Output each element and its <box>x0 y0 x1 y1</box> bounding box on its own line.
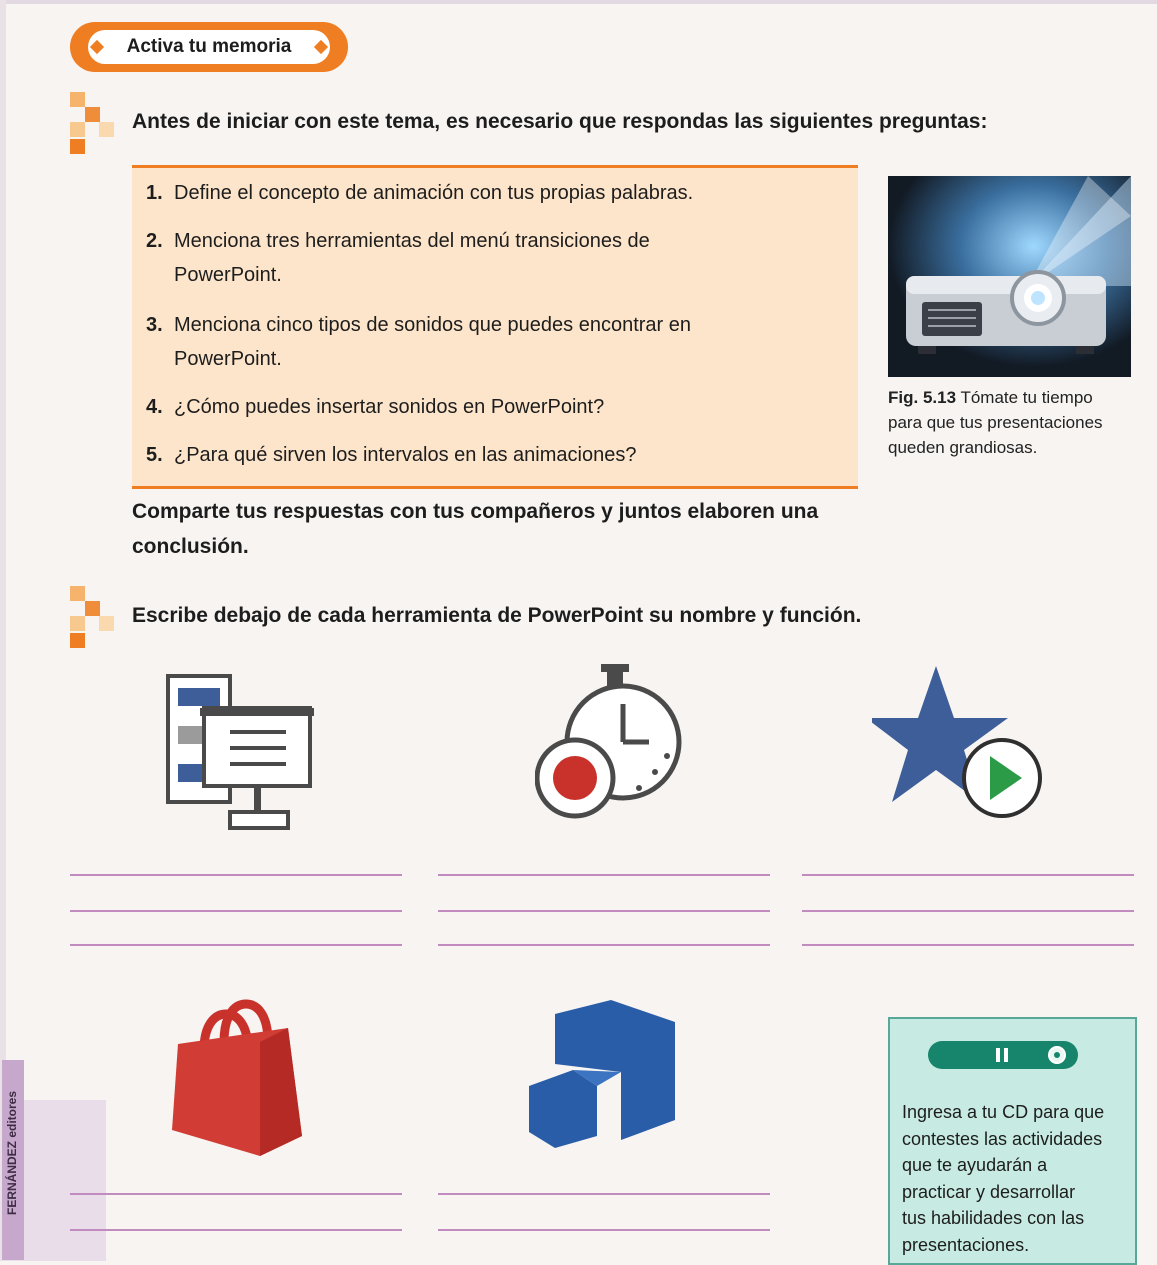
cd-bar <box>928 1041 1078 1069</box>
answer-line[interactable] <box>70 1193 402 1195</box>
question-item: 1. Define el concepto de animación con tus propias palabras. <box>146 182 694 204</box>
presentation-screen-icon <box>160 670 320 835</box>
answer-line[interactable] <box>802 944 1134 946</box>
shopping-bag-icon <box>168 998 308 1158</box>
answer-line[interactable] <box>70 910 402 912</box>
question-item: 3. Menciona cinco tipos de sonidos que puedes encontrar en PowerPoint. <box>146 314 692 370</box>
question-item: 5. ¿Para qué sirven los intervalos en las animaciones? <box>146 444 637 466</box>
question-item: 2. Menciona tres herramientas del menú transiciones de PowerPoint. <box>146 230 650 286</box>
pixel-bullet-icon <box>70 92 114 156</box>
stopwatch-record-icon <box>535 660 695 820</box>
section2-heading: Escribe debajo de cada herramienta de PowerPoint su nombre y función. <box>132 604 862 627</box>
badge-title: Activa tu memoria <box>88 30 330 64</box>
pixel-bullet-icon <box>70 586 114 650</box>
answer-line[interactable] <box>70 944 402 946</box>
page-top-strip <box>0 0 1157 4</box>
figure-caption: Fig. 5.13 Tómate tu tiempo para que tus presentaciones queden grandiosas. <box>888 388 1103 457</box>
answer-line[interactable] <box>802 874 1134 876</box>
answer-line[interactable] <box>438 910 770 912</box>
projector-photo <box>888 176 1131 377</box>
cd-activity-box <box>888 1017 1137 1265</box>
share-instruction: Comparte tus respuestas con tus compañeros y juntos elaboren una conclusión. <box>132 500 819 558</box>
activa-tu-memoria-badge <box>70 22 348 72</box>
publisher-name: FERNÁNDEZ editores <box>5 1091 19 1216</box>
cd-icon <box>928 1041 1078 1069</box>
star-play-icon <box>872 660 1044 820</box>
cd-instruction-text: Ingresa a tu CD para que contestes las actividades que te ayudarán a practicar y desarrollar tus habilidades con las presentaciones. <box>902 1102 1105 1255</box>
figure-label: Fig. 5.13 <box>888 388 957 407</box>
questions-box <box>132 165 858 489</box>
answer-line[interactable] <box>438 1193 770 1195</box>
answer-line[interactable] <box>438 1229 770 1231</box>
answer-line[interactable] <box>438 874 770 876</box>
blue-shapes-icon <box>525 1000 685 1150</box>
answer-line[interactable] <box>438 944 770 946</box>
answer-line[interactable] <box>70 1229 402 1231</box>
section1-heading: Antes de iniciar con este tema, es necesario que respondas las siguientes preguntas: <box>132 110 988 133</box>
projector-illustration <box>888 176 1131 377</box>
question-item: 4. ¿Cómo puedes insertar sonidos en PowerPoint? <box>146 396 605 418</box>
answer-line[interactable] <box>70 874 402 876</box>
publisher-mark <box>2 1060 24 1260</box>
answer-line[interactable] <box>802 910 1134 912</box>
